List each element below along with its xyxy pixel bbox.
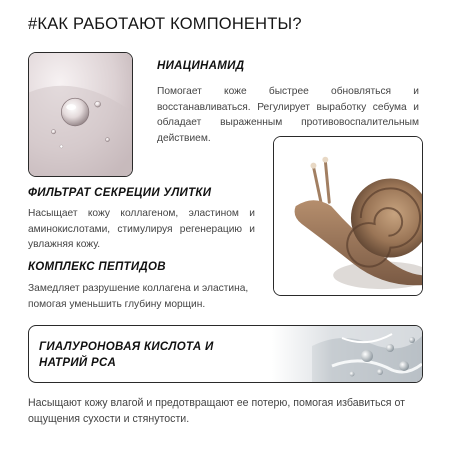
hyaluronic-acid-card: [28, 325, 423, 383]
peptide-complex-heading: КОМПЛЕКС ПЕПТИДОВ: [28, 261, 166, 273]
peptide-complex-description: Замедляет разрушение коллагена и эластина, помогая уменьшить глубину морщин.: [28, 283, 249, 310]
serum-droplet-image: [28, 52, 133, 177]
water-splash-image: [272, 326, 422, 383]
snail-filtrate-description: Насыщает кожу коллагеном, эластином и аминокислотами, стимулируя регенерацию и увлажняя кожу.: [28, 208, 255, 250]
snail-image: [273, 136, 423, 296]
snail-filtrate-heading: ФИЛЬТРАТ СЕКРЕЦИИ УЛИТКИ: [28, 187, 212, 199]
niacinamide-heading: НИАЦИНАМИД: [157, 60, 245, 72]
hyaluronic-acid-heading: ГИАЛУРОНОВАЯ КИСЛОТА И НАТРИЙ PCA: [39, 341, 214, 369]
page-title: #КАК РАБОТАЮТ КОМПОНЕНТЫ?: [28, 15, 302, 33]
niacinamide-description: Помогает коже быстрее обновляться и восстанавливаться. Регулирует выработку себума и обладает выраженным противовоспалительным действием.: [157, 86, 419, 144]
hyaluronic-acid-description: Насыщают кожу влагой и предотвращают ее потерю, помогая избавиться от ощущения сухости и стянутости.: [28, 397, 406, 425]
